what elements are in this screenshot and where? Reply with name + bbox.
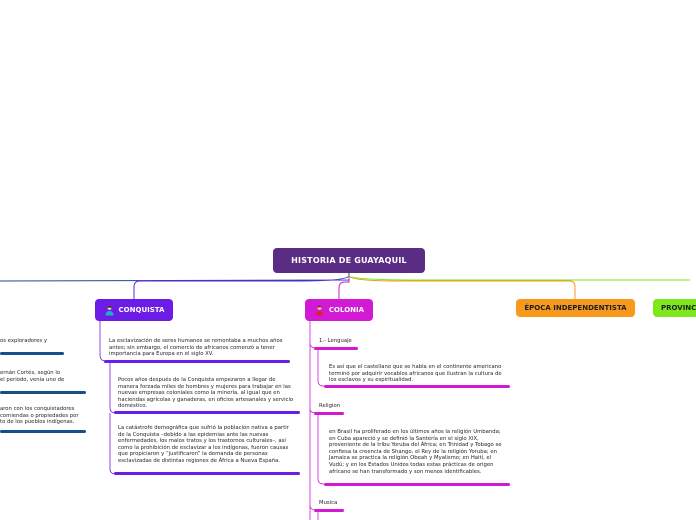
conquista-note-2: Pocos años después de la Conquista empezaron a llegar de manera forzada miles de hombres y mujeres para trabajar en las nuevas empresas coloniales como la minería, al igual que en haciendas agrícolas y ganaderas, en oficios artesanales y servicio doméstico. (118, 377, 294, 410)
left-note-2-line-b: el periodo, venía uno de (0, 376, 65, 383)
colonia-lenguaje-label[interactable]: 1.- Lenguaje (319, 338, 352, 344)
left-note-3 (0, 406, 82, 426)
topic-independentista-label: ÉPOCA INDEPENDENTISTA (524, 304, 627, 312)
topic-independentista[interactable] (516, 299, 635, 317)
topic-colonia[interactable] (305, 299, 373, 321)
person-icon (104, 305, 115, 316)
left-note-1-underline (0, 352, 64, 355)
topic-provincia[interactable] (653, 299, 696, 317)
topic-conquista-label: CONQUISTA (118, 306, 165, 314)
topic-colonia-label: COLONIA (328, 306, 365, 314)
colonia-lenguaje-text-underline (324, 385, 510, 388)
link-conquista-n2 (110, 363, 116, 413)
root-topic[interactable] (273, 248, 425, 273)
left-note-1-text: os exploradores y (0, 338, 47, 344)
topic-provincia-label: PROVINC (661, 304, 696, 312)
left-note-2-underline (0, 391, 86, 394)
conquista-note-1: La esclavización de seres humanos se remontaba a muchos años antes; sin embargo, el comercio de africanos comenzó a tener importancia para Europa en el siglo XV. (109, 338, 283, 358)
conquista-note-2-underline (114, 411, 300, 414)
left-note-3-line-b: comiendas o propiedades por (0, 412, 79, 419)
left-note-3-line-a: aron con los conquistadores (0, 406, 75, 412)
left-note-1 (0, 338, 60, 345)
left-note-3-line-c: to de los pueblos indígenas. (0, 419, 75, 426)
conquista-note-3-underline (114, 472, 300, 475)
colonia-religion-label[interactable]: Religion (319, 403, 341, 409)
link-root-conquista (134, 276, 349, 299)
link-root-left (0, 273, 349, 281)
left-note-3-underline (0, 430, 86, 433)
colonia-lenguaje-underline (314, 347, 358, 350)
colonia-religion-underline (314, 412, 344, 415)
colonia-musica-underline (314, 509, 344, 512)
colonia-lenguaje-text: Es así que el castellano que se habla en el continente americano terminó por adquirir vocablos africanos que ilustran la cultura de los esclavos y su espiritualidad. (329, 364, 502, 384)
link-conquista-n3 (110, 413, 116, 474)
topic-conquista[interactable] (95, 299, 173, 321)
person-icon (314, 305, 325, 316)
link-conquista-n1 (100, 321, 106, 361)
link-religion-text (318, 414, 324, 484)
link-lenguaje-text (318, 349, 324, 386)
left-note-2 (0, 370, 72, 383)
conquista-note-3: La catástrofe demográfica que sufrió la población nativa a partir de la Conquista –debido a las epidemias ante las nuevas enfermedades, los malos tratos y los trastornos culturales–, así como la prohibición de esclavizar a los indígenas, fueron causas que propiciaron y “justificaron” la demanda de personas esclavizadas de distintas regiones de África a Nueva España. (118, 425, 289, 464)
conquista-note-1-underline (104, 360, 290, 363)
link-root-provincia (349, 276, 690, 280)
colonia-religion-text-underline (324, 483, 510, 486)
left-note-2-line-a: ernán Cortés, según lo (0, 370, 61, 376)
colonia-musica-label[interactable]: Musica (319, 500, 338, 506)
colonia-religion-text: en Brasil ha proliferado en los últimos años la religión Umbanda; en Cuba apareció y se definió la Santería en el siglo XIX, proveniente de la tribu Yoruba del África; en Trinidad y Tobago se confiesa la creencia de Shango, el Rey de la religión Yoruba; en Jamaica se practica la religión Obeah y Myalismo; en Haití, el Vudú; y en los Estados Unidos todas estas prácticas de origen africano se han transformado y son menos identificables. (329, 429, 502, 475)
root-title: HISTORIA DE GUAYAQUIL (291, 256, 407, 265)
